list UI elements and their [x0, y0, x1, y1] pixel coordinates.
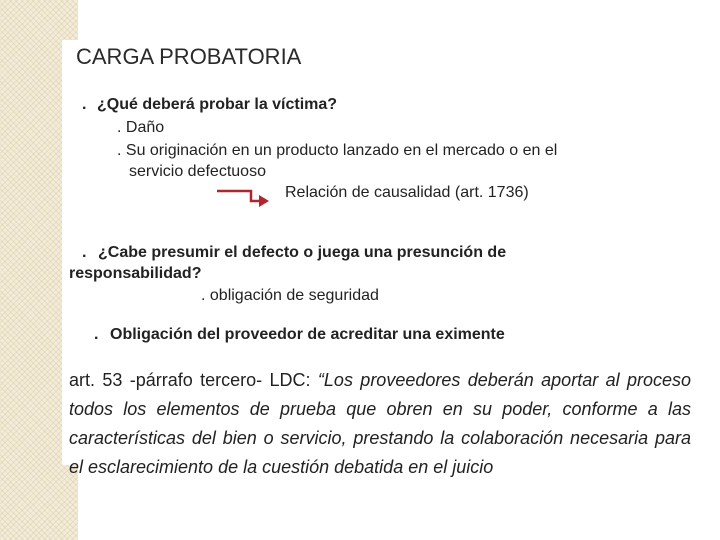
- q2-bullet: .: [82, 244, 87, 261]
- q1-item-servicio: servicio defectuoso: [129, 163, 266, 180]
- q2-question-line1: ¿Cabe presumir el defecto o juega una presunción de: [98, 244, 507, 261]
- q3-bullet: .: [94, 326, 99, 343]
- q3-statement: Obligación del proveedor de acreditar una eximente: [110, 326, 505, 343]
- ldc-quote-paragraph: [69, 366, 691, 482]
- q1-bullet: .: [82, 96, 87, 113]
- slide-title: CARGA PROBATORIA: [76, 44, 302, 69]
- quote-body: “Los proveedores deberán aportar al proceso todos los elementos de prueba que obren en su poder, conforme a las características del bien o servicio, prestando la colaboración necesaria para el esclarecimiento de la cuestión debatida en el juicio: [69, 370, 691, 477]
- q2-question-line2: responsabilidad?: [69, 265, 202, 282]
- q1-item-dano: . Daño: [117, 119, 165, 136]
- q1-item-originacion: . Su originación en un producto lanzado en el mercado o en el: [117, 142, 558, 159]
- causality-relation: Relación de causalidad (art. 1736): [285, 184, 529, 201]
- bent-arrow-icon: [215, 186, 271, 208]
- quote-prefix: art. 53 -párrafo tercero- LDC:: [69, 370, 318, 390]
- q2-item-seguridad: . obligación de seguridad: [201, 287, 379, 304]
- q1-question: ¿Qué deberá probar la víctima?: [97, 96, 338, 113]
